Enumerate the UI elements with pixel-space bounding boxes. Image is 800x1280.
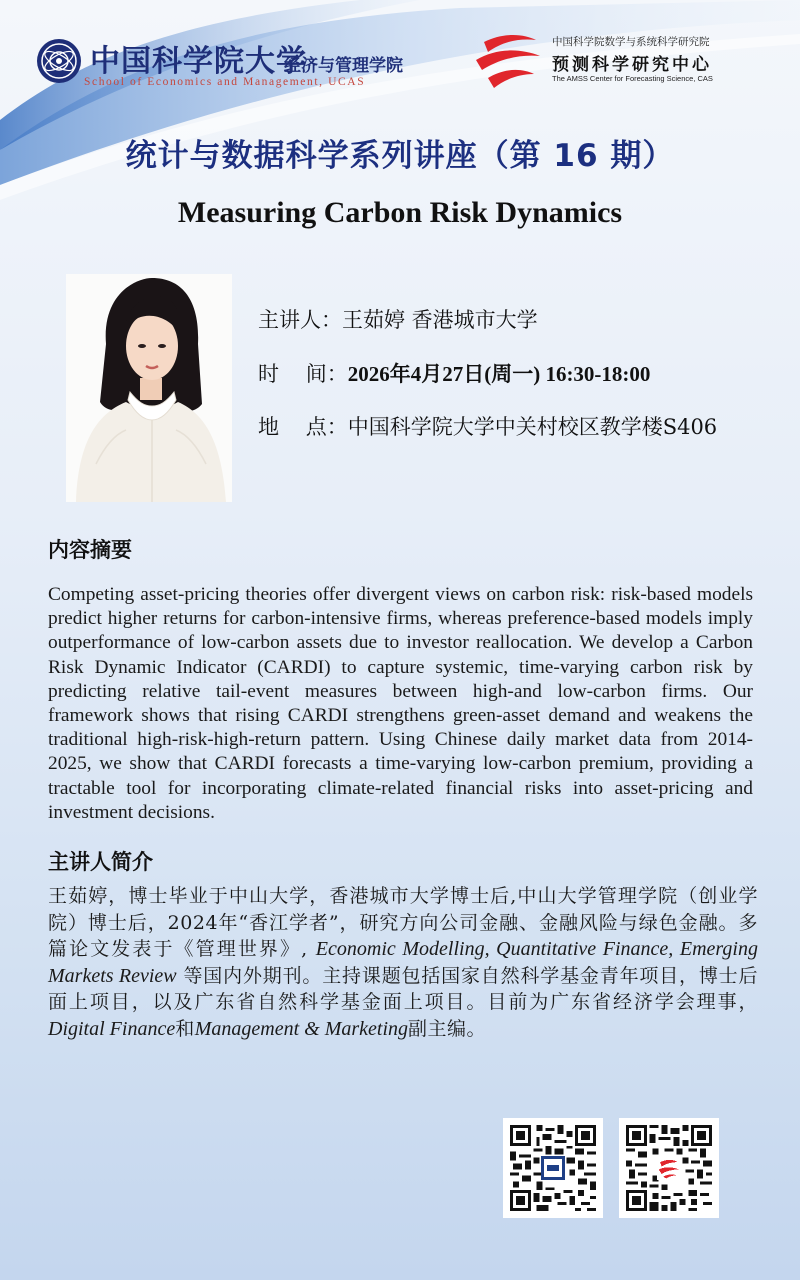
speaker-line	[258, 304, 538, 334]
bio-part-1: 王茹婷，博士毕业于中山大学，香港城市大学博士后,中山大学管理学院（创业学院）博士后，2024年“香江学者”，研究方向公司金融、金融风险与绿色金融。多篇论文发表于《管理世界》,	[48, 885, 758, 960]
amss-swoosh-icon	[474, 30, 542, 90]
qr-code-icon	[626, 1125, 712, 1211]
bio-and: 和	[175, 1017, 195, 1040]
abstract-text: Competing asset-pricing theories offer divergent views on carbon risk: risk-based models predict higher returns for carbon-intensive firms, whereas preference-based models imply outperformance of low-carbon assets due to investor reallocation. We develop a Carbon Risk Dynamic Indicator (CARDI) to capture systemic, time-varying carbon risk by predicting relative tail-event measures between high-and low-carbon firms. Our framework shows that rising CARDI strengthens green-asset demand and weakens the traditional high-risk-high-return pattern. Using Chinese daily market data from 2014-2025, we show that CARDI forecasts a time-varying low-carbon premium, providing a tractable tool for incorporating climate-related financial risks into asset-pricing and investment decisions.	[48, 584, 753, 823]
time-label: 时 间：	[258, 362, 348, 386]
ucas-school-en: School of Economics and Management, UCAS	[84, 76, 366, 88]
series-title: 统计与数据科学系列讲座（第 16 期）	[125, 138, 675, 174]
abstract-heading: 内容摘要	[48, 538, 132, 562]
ucas-seal-icon	[36, 38, 82, 84]
amss-logo	[474, 30, 774, 94]
place-label: 地 点：	[258, 415, 348, 439]
bio-part-3: 副主编。	[408, 1017, 487, 1040]
ucas-qr-code[interactable]	[503, 1118, 603, 1218]
amss-qr-code[interactable]	[619, 1118, 719, 1218]
time-line	[258, 358, 650, 388]
bio-editor-journal-2: Management & Marketing	[194, 1017, 408, 1040]
place-value: 中国科学院大学中关村校区教学楼S406	[347, 415, 718, 439]
bio-editor-journal-1: Digital Finance	[48, 1017, 176, 1040]
bio-part-2: 等国内外期刊。主持课题包括国家自然科学基金青年项目，博士后面上项目，以及广东省自然科学基金面上项目。目前为广东省经济学会理事，	[48, 964, 759, 1013]
speaker-photo	[66, 274, 232, 502]
bio-heading: 主讲人简介	[48, 850, 153, 874]
ucas-logo	[36, 36, 456, 98]
speaker-value: 王茹婷 香港城市大学	[342, 308, 538, 332]
place-line	[258, 411, 717, 441]
time-value: 2026年4月27日(周一) 16:30-18:00	[347, 362, 651, 386]
amss-institute-name: 中国科学院数学与系统科学研究院	[552, 36, 710, 48]
qr-code-icon	[510, 1125, 596, 1211]
amss-center-name-en: The AMSS Center for Forecasting Science, CAS	[552, 74, 713, 83]
speaker-label: 主讲人：	[258, 308, 342, 332]
talk-title: Measuring Carbon Risk Dynamics	[177, 196, 623, 229]
amss-center-name: 预测科学研究中心	[552, 55, 712, 75]
bio-text	[48, 883, 758, 1042]
ucas-school-cn: 经济与管理学院	[284, 56, 403, 76]
speaker-portrait-illustration	[66, 274, 232, 502]
bio-journals: Economic Modelling, Quantitative Finance, Emerging Markets Review	[48, 938, 758, 987]
ucas-name-cn: 中国科学院大学	[90, 44, 307, 79]
header	[0, 0, 800, 110]
